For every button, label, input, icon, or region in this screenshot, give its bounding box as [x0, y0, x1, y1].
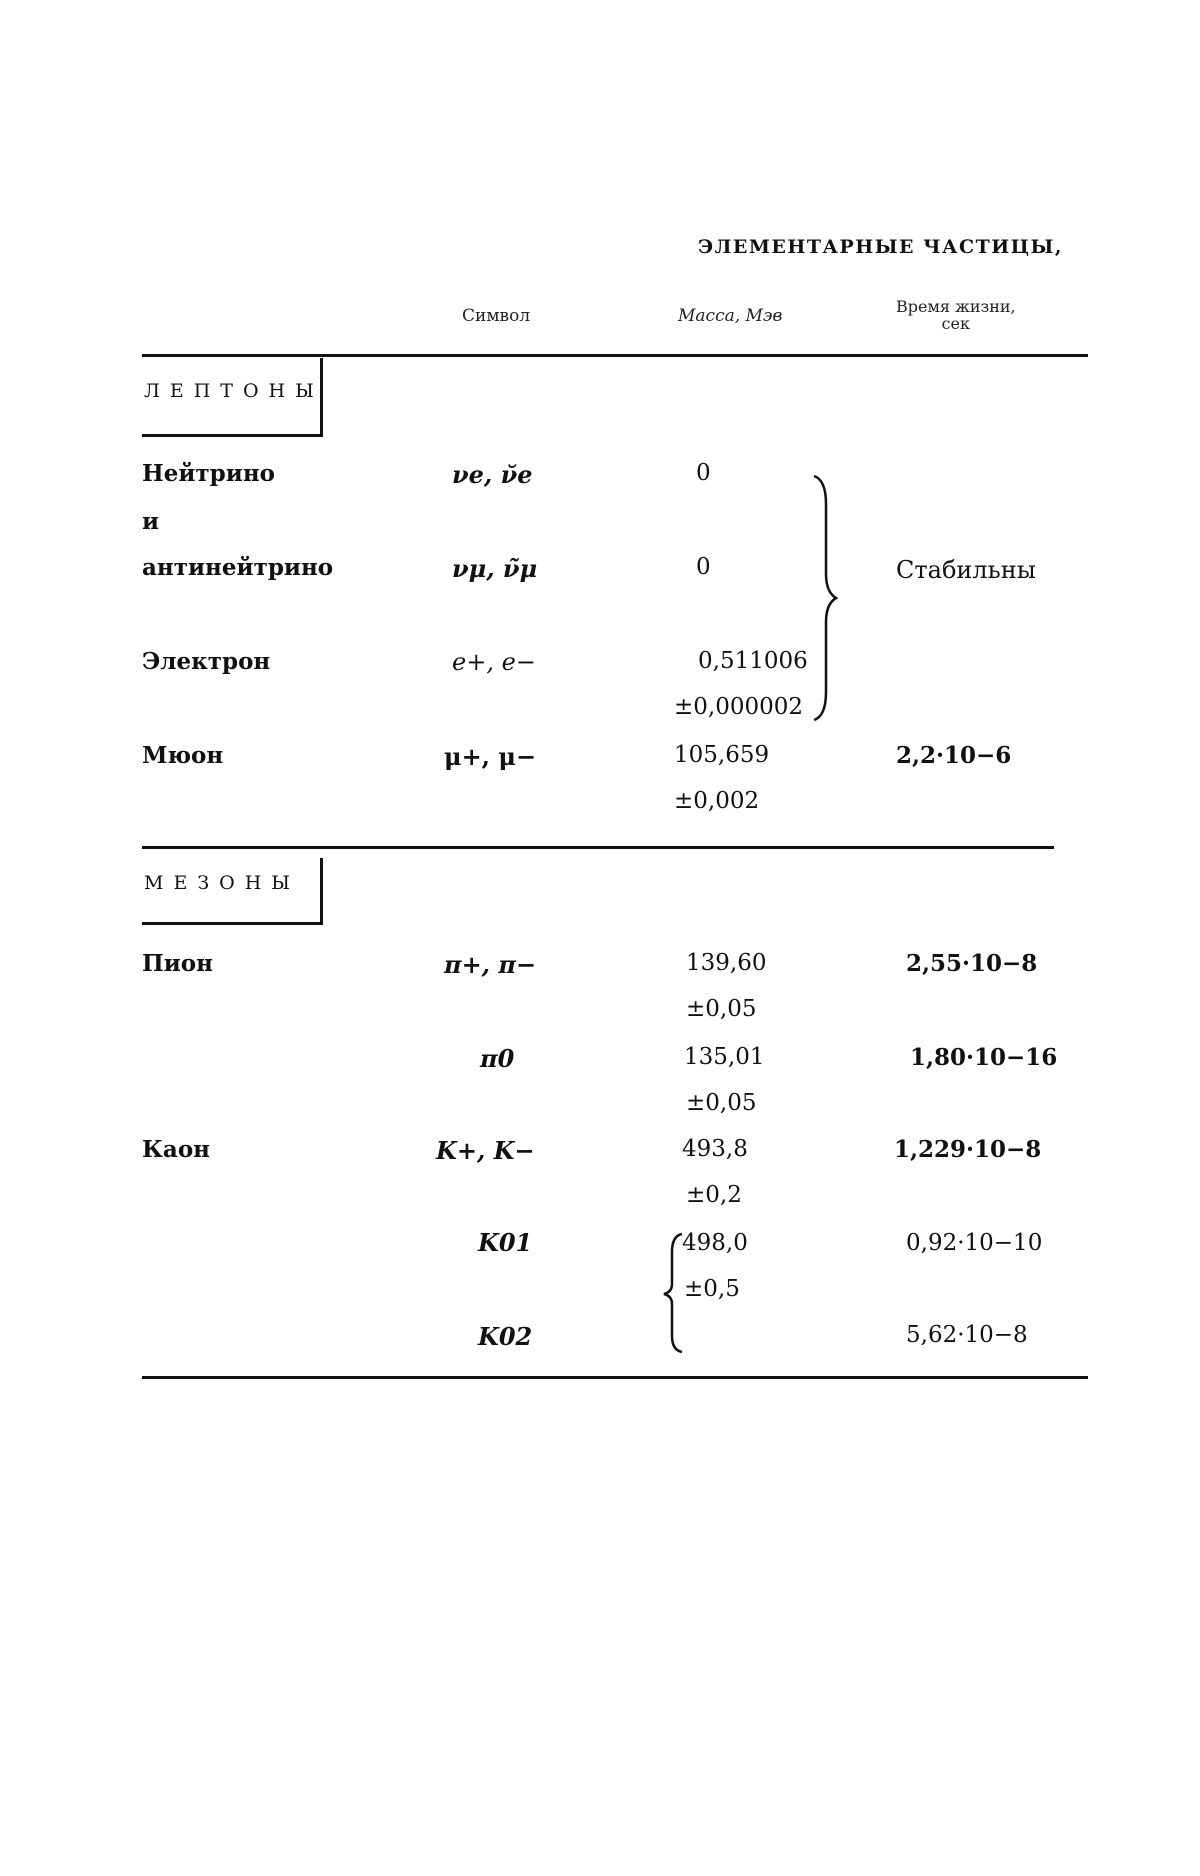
nu-e-symbol: νe, ν̆e — [452, 460, 533, 489]
nu-e-mass: 0 — [696, 460, 711, 486]
neutrino-conj: и — [142, 508, 160, 535]
k-pm-mass: 493,8 — [682, 1136, 748, 1162]
section-rule — [142, 846, 1054, 849]
kaon-name: Каон — [142, 1136, 211, 1163]
muon-symbol: μ+, μ− — [444, 742, 537, 771]
k-pm-symbol: K+, K− — [436, 1136, 535, 1165]
pion-name: Пион — [142, 950, 213, 977]
mesons-section-box — [142, 858, 323, 925]
k1-lifetime: 0,92·10−10 — [906, 1230, 1043, 1256]
leptons-section-label: ЛЕПТОНЫ — [144, 380, 324, 402]
header-lifetime — [896, 298, 1016, 332]
leptons-section-box — [142, 358, 323, 437]
bottom-rule — [142, 1376, 1088, 1379]
header-lifetime-line1: Время жизни, — [896, 297, 1016, 316]
k1-mass-error: ±0,5 — [684, 1276, 740, 1302]
pi0-mass-error: ±0,05 — [686, 1090, 757, 1116]
electron-name: Электрон — [142, 648, 271, 675]
k-pm-mass-error: ±0,2 — [686, 1182, 742, 1208]
k-pm-lifetime: 1,229·10−8 — [894, 1136, 1042, 1163]
k2-symbol: K02 — [478, 1322, 533, 1351]
pi-pm-mass: 139,60 — [686, 950, 767, 976]
nu-mu-symbol: νμ, ν̃μ — [452, 554, 538, 583]
electron-mass-error: ±0,000002 — [674, 694, 804, 720]
muon-mass-error: ±0,002 — [674, 788, 760, 814]
header-rule — [142, 354, 1088, 357]
stable-brace-icon — [808, 474, 838, 722]
antineutrino-name: антинейтрино — [142, 554, 334, 581]
k1-symbol: K01 — [478, 1228, 533, 1257]
electron-symbol: e+, e− — [452, 648, 536, 676]
pi0-lifetime: 1,80·10−16 — [910, 1044, 1058, 1071]
pi0-symbol: π0 — [480, 1044, 515, 1073]
k0-brace-icon — [662, 1232, 684, 1354]
k1-mass: 498,0 — [682, 1230, 748, 1256]
pi-pm-symbol: π+, π− — [444, 950, 537, 979]
table-title: ЭЛЕМЕНТАРНЫЕ ЧАСТИЦЫ, — [698, 236, 1063, 258]
nu-mu-mass: 0 — [696, 554, 711, 580]
muon-mass: 105,659 — [674, 742, 770, 768]
pi-pm-lifetime: 2,55·10−8 — [906, 950, 1038, 977]
pi0-mass: 135,01 — [684, 1044, 765, 1070]
pi-pm-mass-error: ±0,05 — [686, 996, 757, 1022]
header-mass: Масса, Мэв — [678, 306, 783, 326]
electron-mass: 0,511006 — [698, 648, 808, 674]
muon-lifetime: 2,2·10−6 — [896, 742, 1012, 769]
k2-lifetime: 5,62·10−8 — [906, 1322, 1028, 1348]
header-symbol: Символ — [462, 306, 531, 326]
neutrino-name: Нейтрино — [142, 460, 275, 487]
header-lifetime-line2: сек — [941, 314, 971, 333]
muon-name: Мюон — [142, 742, 224, 769]
mesons-section-label: МЕЗОНЫ — [144, 872, 301, 894]
stable-label: Стабильны — [896, 556, 1036, 584]
